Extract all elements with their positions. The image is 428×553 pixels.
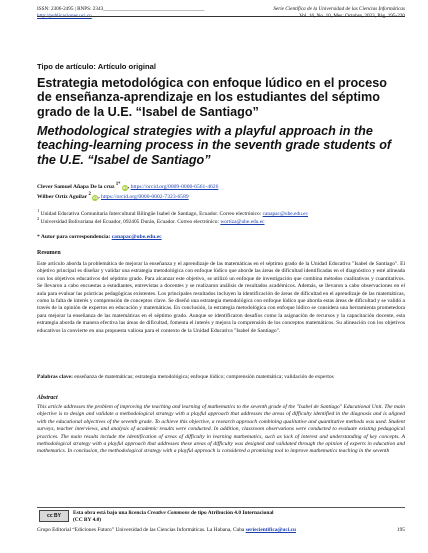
resumen-text: Este artículo aborda la problemática de mejorar la enseñanza y el aprendizaje de las matemáticas en el séptimo grado de la Unidad Educativa "Isabel de Santiago". El objetivo principal es diseñar y validar una estrategia metodológica con enfoque lúdico que aborde las áreas de dificultad identificadas en el diagnóstico y esté alineada con los objetivos educativos del séptimo grado. Para alcanzar este objetivo, se utilizó un enfoque de investigación que combina métodos cualitativos y cuantitativos. Se llevaron a cabo encuestas a estudiantes, entrevistas a docentes y se realizaron análisis de resultados académicos. Además, se llevaron a cabo observaciones en el aula para evaluar las prácticas pedagógicas existentes. Los principales resultados incluyen la identificación de áreas de dificultad en el aprendizaje de las matemáticas, como la falta de interés y comprensión de conceptos clave. Se diseñó una estrategia metodológica con enfoque lúdico que aborda estas áreas de dificultad y se validó a través de la opinión de expertos en educación y matemáticas. En conclusión, la estrategia metodológica con enfoque lúdico se considera una herramienta prometedora para mejorar la enseñanza de las matemáticas en el séptimo grado. Aunque se identificaron desafíos como la asignación de recursos y la capacitación docente, esta estrategia aborda de manera efectiva las áreas de dificultad, fomenta el interés y mejora la comprensión de los conceptos matemáticos. Su alineación con los objetivos educativos la convierte en una propuesta valiosa para el contexto de la Unidad Educativa "Isabel de Santiago".: [37, 261, 405, 334]
corr-label: * Autor para correspondencia:: [37, 234, 112, 240]
author-sup: 1*: [115, 182, 121, 187]
header-divider: [37, 16, 405, 17]
affiliation-text: Universidad Bolivariana del Ecuador, 092405 Durán, Ecuador. Correo electrónico:: [39, 218, 221, 225]
affiliation-2: [37, 216, 265, 225]
orcid-link[interactable]: https://orcid.org/0000-0002-7323-6589: [100, 193, 189, 200]
publisher-text: Grupo Editorial “Ediciones Futuro” Universidad de las Ciencias Informáticas. La Habana, Cuba: [37, 527, 246, 533]
keywords-text: enseñanza de matemáticas; estrategia metodológica; enfoque lúdico; comprensión matemática; validación de expertos: [72, 374, 334, 380]
keywords: [37, 374, 405, 381]
author-name: Clever Samuel Añapa De la cruz: [37, 183, 115, 190]
keywords-label: Palabras clave:: [37, 374, 73, 380]
orcid-link[interactable]: https://orcid.org/0009-0000-6561-4626: [130, 183, 219, 190]
journal-name: Serie Científica de la Universidad de las Ciencias Informáticas: [273, 6, 405, 12]
license-code: (CC BY 4.0): [73, 517, 102, 523]
license-post: de tipo Atribución 4.0 Internacional: [189, 510, 274, 516]
author-2: Wilber Ortiz Aguilar $^2$ iD, https://orcid.org/0000-0002-7323-6589: [37, 192, 189, 200]
affiliation-sup: 1: [37, 208, 40, 213]
orcid-icon[interactable]: iD: [93, 194, 98, 200]
footer-divider: [37, 507, 405, 508]
journal-url-link[interactable]: http://publicaciones.uci.cu: [37, 13, 92, 19]
author-sup: 2: [88, 192, 91, 197]
publisher-line: [37, 527, 296, 533]
email-link[interactable]: canapac@ube.edu.ec: [262, 210, 308, 217]
license-pre: Esta obra está bajo una licencia: [73, 510, 148, 516]
author-name: Wilber Ortiz Aguilar: [37, 193, 88, 200]
cc-by-license-icon[interactable]: cc BY: [39, 510, 69, 522]
volume-info: Vol. 16, No. 10, Mes: Octubre, 2023, Pág. 195-220: [299, 13, 405, 19]
corresponding-author: [37, 234, 162, 240]
resumen-heading: Resumen: [37, 250, 61, 256]
page-number: 195: [396, 527, 405, 533]
title-english: Methodological strategies with a playful approach in the teaching-learning process in the seventh grade students of the U.E. “Isabel de Santiago”: [37, 124, 392, 167]
email-link[interactable]: wortiza@ube.edu.ec: [220, 218, 265, 225]
orcid-icon[interactable]: iD: [122, 184, 127, 190]
author-1: Clever Samuel Añapa De la cruz $^{1*}$ iD, https://orcid.org/0009-0000-6561-4626: [37, 182, 219, 190]
publisher-email-link[interactable]: seriecientifica@uci.cu: [245, 527, 297, 533]
abstract-heading: Abstract: [37, 395, 58, 401]
license-cc: Creative Commons: [147, 510, 190, 516]
corr-email-link[interactable]: canapac@ube.edu.ec: [111, 234, 162, 240]
title-spanish: Estrategia metodológica con enfoque lúdico en el proceso de enseñanza-aprendizaje en los estudiantes del séptimo grado de la U.E. “Isabel de Santiago”: [37, 76, 387, 119]
license-line: [73, 510, 274, 516]
affiliation-text: Unidad Educativa Comunitaria Intercultural Bilingüe Isabel de Santiago, Ecuador. Correo electrónico:: [39, 210, 263, 217]
affiliation-sup: 2: [37, 216, 40, 221]
issn-line: ISSN: 2306-2495 | RNPS: 2343_______________________________________: [37, 6, 205, 12]
article-type: Tipo de artículo: Artículo original: [37, 62, 156, 71]
abstract-text: This article addresses the problem of improving the teaching and learning of mathematics to the seventh grade of the "Isabel de Santiago" Educational Unit. The main objective is to design and validate a methodological strategy with a playful approach that addresses the areas of difficulty identified in the diagnosis and is aligned with the educational objectives of the seventh grade. To achieve this objective, a research approach combining qualitative and quantitative methods was used. Student surveys, teacher interviews, and analysis of academic results were conducted. In addition, classroom observations were conducted to evaluate existing pedagogical practices. The main results include the identification of areas of difficulty in learning mathematics, such as lack of interest and understanding of key concepts. A methodological strategy with a playful approach that addresses these areas of difficulty was designed and validated through the opinion of experts in education and mathematics. In conclusion, the methodological strategy with a playful approach is considered a promising tool to improve mathematics teaching in the seventh: [37, 404, 405, 455]
